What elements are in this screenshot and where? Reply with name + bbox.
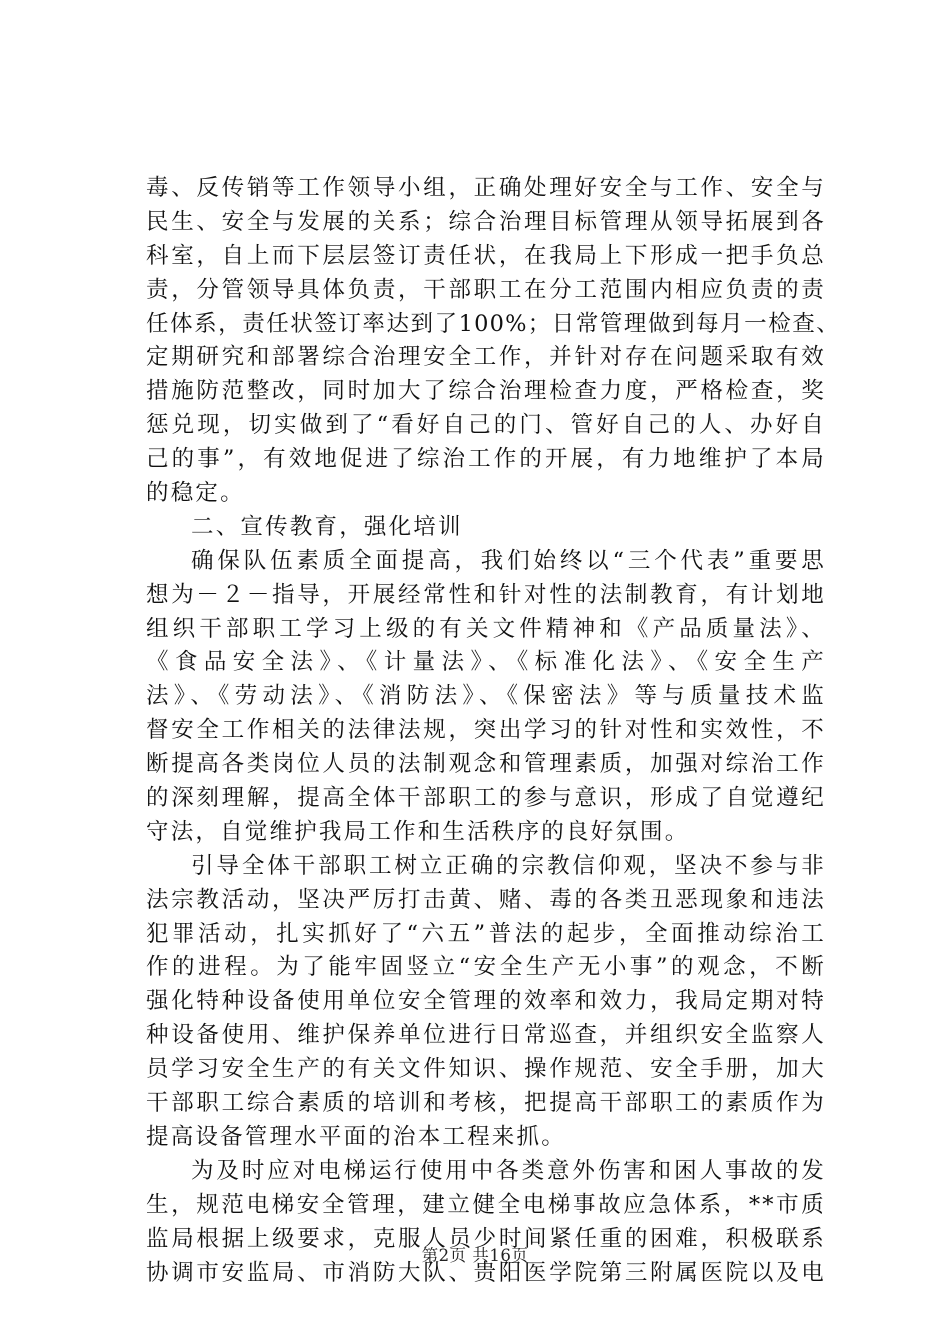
text-line: 协调市安监局、市消防大队、贵阳医学院第三附属医院以及电 — [146, 1259, 826, 1286]
text-line: 引导全体干部职工树立正确的宗教信仰观，坚决不参与非 — [191, 852, 826, 879]
text-line: 科室，自上而下层层签订责任状，在我局上下形成一把手负总 — [146, 242, 826, 269]
text-line: 法宗教活动，坚决严厉打击黄、赌、毒的各类丑恶现象和违法 — [146, 886, 826, 913]
text-line: 生，规范电梯安全管理，建立健全电梯事故应急体系，**市质 — [146, 1191, 826, 1218]
text-line: 的稳定。 — [146, 480, 245, 507]
text-line: 种设备使用、维护保养单位进行日常巡查，并组织安全监察人 — [146, 1022, 826, 1049]
text-line: 民生、安全与发展的关系；综合治理目标管理从领导拓展到各 — [146, 208, 826, 235]
text-line: 员学习安全生产的有关文件知识、操作规范、安全手册，加大 — [146, 1056, 826, 1083]
text-line: 监局根据上级要求，克服人员少时间紧任重的困难，积极联系 — [146, 1225, 826, 1252]
text-line: 法》、《劳动法》、《消防法》、《保密法》等与质量技术监 — [146, 683, 826, 710]
text-line: 己的事”，有效地促进了综治工作的开展，有力地维护了本局 — [146, 446, 826, 473]
page-number-footer: 第2页 共16页 — [421, 1246, 529, 1265]
text-line: 毒、反传销等工作领导小组，正确处理好安全与工作、安全与 — [146, 175, 826, 201]
text-line: 为及时应对电梯运行使用中各类意外伤害和困人事故的发 — [191, 1157, 826, 1184]
text-line: 想为－２－指导，开展经常性和针对性的法制教育，有计划地 — [146, 581, 826, 608]
text-line: 惩兑现，切实做到了“看好自己的门、管好自己的人、办好自 — [146, 412, 826, 439]
text-line: 措施防范整改，同时加大了综合治理检查力度，严格检查，奖 — [146, 378, 826, 405]
text-line: 督安全工作相关的法律法规，突出学习的针对性和实效性，不 — [146, 717, 826, 744]
text-line: 责，分管领导具体负责，干部职工在分工范围内相应负责的责 — [146, 276, 826, 303]
text-line: 断提高各类岗位人员的法制观念和管理素质，加强对综治工作 — [146, 751, 826, 778]
section-heading: 二、宣传教育，强化培训 — [191, 513, 463, 540]
document-body — [146, 172, 840, 1290]
text-line: 守法，自觉维护我局工作和生活秩序的良好氛围。 — [146, 818, 690, 845]
text-line: 干部职工综合素质的培训和考核，把提高干部职工的素质作为 — [146, 1090, 826, 1117]
text-line: 确保队伍素质全面提高，我们始终以“三个代表”重要思 — [191, 547, 826, 574]
text-line: 的深刻理解，提高全体干部职工的参与意识，形成了自觉遵纪 — [146, 785, 826, 812]
text-line: 任体系，责任状签订率达到了100%；日常管理做到每月一检查、 — [146, 310, 840, 337]
text-line: 作的进程。为了能牢固竖立“安全生产无小事”的观念，不断 — [146, 954, 826, 981]
text-line: 犯罪活动，扎实抓好了“六五”普法的起步，全面推动综治工 — [146, 920, 826, 947]
text-line: 定期研究和部署综合治理安全工作，并针对存在问题采取有效 — [146, 344, 826, 371]
text-line: 提高设备管理水平面的治本工程来抓。 — [146, 1123, 566, 1150]
text-line: 组织干部职工学习上级的有关文件精神和《产品质量法》、 — [146, 615, 826, 642]
text-line: 强化特种设备使用单位安全管理的效率和效力，我局定期对特 — [146, 988, 826, 1015]
text-line: 《食品安全法》、《计量法》、《标准化法》、《安全生产 — [146, 649, 826, 676]
